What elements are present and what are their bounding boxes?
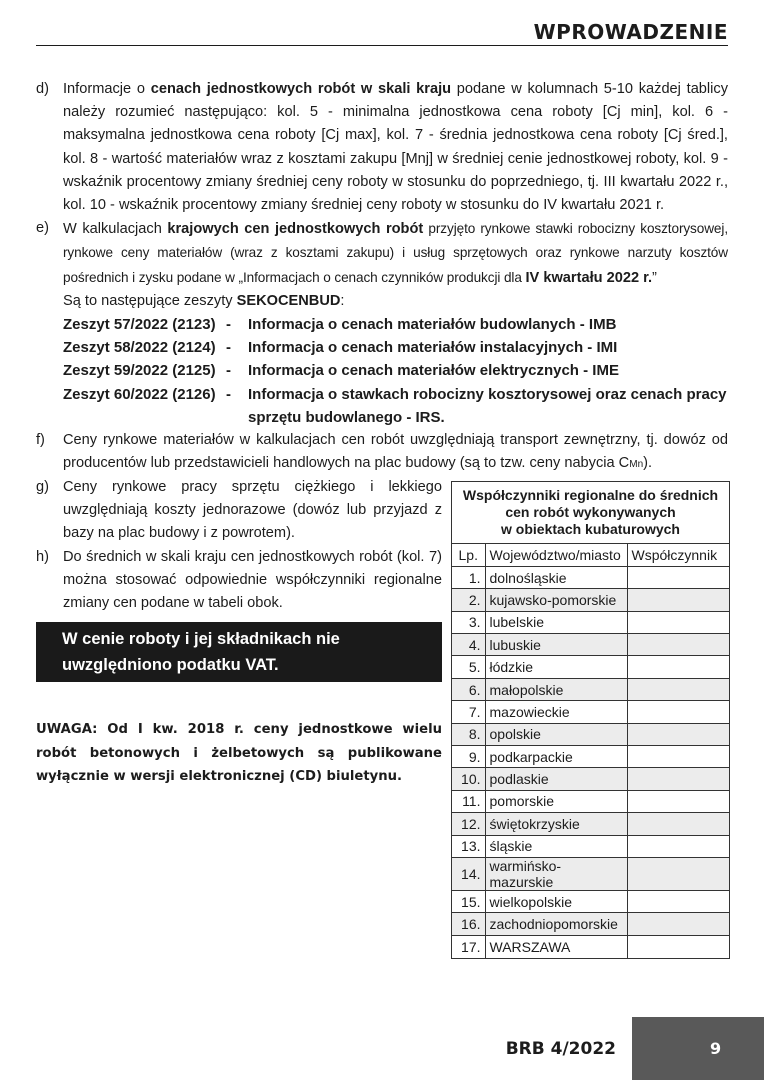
row-lp: 14.: [452, 857, 485, 890]
table-row: [452, 611, 729, 633]
row-coefficient: [627, 835, 729, 857]
row-coefficient: [627, 656, 729, 678]
table-row: [452, 746, 729, 768]
zeszyt-label: Zeszyt 57/2022 (2123): [63, 316, 216, 334]
row-region: zachodniopomorskie: [485, 913, 627, 935]
zeszyt-label: Zeszyt 58/2022 (2124): [63, 339, 216, 357]
row-lp: 6.: [452, 678, 485, 700]
row-region: warmińsko-mazurskie: [485, 857, 627, 890]
item-text: przyjęto rynkowe stawki robocizny kosztorysowej, rynkowe ceny materiałów (wraz z kosztami zakupu) i usług sprzętowych oraz rynkowe narzuty kosztów pośrednich i zysku podane w „Informacjach o cenach czynników produkcji dla: [63, 221, 728, 285]
row-lp: 10.: [452, 768, 485, 790]
row-lp: 2.: [452, 589, 485, 611]
table-row: [452, 935, 729, 957]
row-lp: 13.: [452, 835, 485, 857]
row-coefficient: [627, 611, 729, 633]
row-lp: 8.: [452, 723, 485, 745]
row-lp: 16.: [452, 913, 485, 935]
row-lp: 3.: [452, 611, 485, 633]
row-coefficient: [627, 634, 729, 656]
item-letter: d): [36, 81, 49, 97]
item-bold-text: krajowych cen jednostkowych robót: [167, 221, 424, 238]
item-letter: g): [36, 479, 49, 495]
row-region: pomorskie: [485, 790, 627, 812]
header-lp: Lp.: [452, 544, 485, 566]
item-letter: h): [36, 548, 49, 565]
zeszyt-dash: -: [226, 339, 231, 357]
vat-notice-box: [36, 622, 442, 682]
row-lp: 17.: [452, 935, 485, 957]
item-letter: e): [36, 220, 49, 237]
table-row: [452, 857, 729, 890]
item-subscript: Mn: [629, 459, 644, 471]
regional-coefficients-table: [451, 481, 730, 959]
header-divider: [36, 45, 728, 46]
item-bold-text: SEKOCENBUD: [236, 292, 341, 309]
table-title-line: cen robót wykonywanych: [505, 504, 676, 520]
row-region: opolskie: [485, 723, 627, 745]
row-region: wielkopolskie: [485, 890, 627, 912]
item-text: Ceny rynkowe pracy sprzętu ciężkiego i lekkiego uwzględniają koszty jednorazowe (dowóz lub przyjazd z bazy na plac budowy i z powrotem).: [63, 479, 442, 542]
row-lp: 15.: [452, 890, 485, 912]
row-coefficient: [627, 723, 729, 745]
table-title: [452, 482, 729, 544]
zeszyt-dash: -: [226, 385, 231, 403]
row-region: małopolskie: [485, 678, 627, 700]
item-text: Ceny rynkowe materiałów w kalkulacjach cen robót uwzględniają transport zewnętrzny, tj. dowóz od producentów lub przedstawicieli handlowych na plac budowy (są to tzw. ceny nabycia C: [63, 432, 728, 472]
row-region: kujawsko-pomorskie: [485, 589, 627, 611]
item-text: podane w kolumnach 5-10 każdej tablicy należy rozumieć następująco: kol. 5 - minimalna jednostkowa cena roboty [Cj min], kol. 6 - maksymalna jednostkowa cena roboty [Cj max], kol. 7 - średnia jednostkowa cena roboty [Cj śred.], kol. 8 - wartość materiałów wraz z kosztami zakupu [Mnj] w średniej cenie jednostkowej roboty, kol. 9 - wskaźnik procentowy zmiany średniej ceny roboty w stosunku do poprzedniego, tj. III kwartału 2022 r., kol. 10 - wskaźnik procentowy zmiany średniej ceny roboty w stosunku do IV kwartału 2021 r.: [63, 81, 729, 214]
row-coefficient: [627, 813, 729, 835]
row-lp: 1.: [452, 566, 485, 588]
item-text: Są to następujące zeszyty: [63, 292, 237, 309]
table-row: [452, 890, 729, 912]
header-coefficient: Współczynnik: [627, 544, 729, 566]
row-coefficient: [627, 913, 729, 935]
item-text-line: [63, 290, 728, 313]
row-lp: 12.: [452, 813, 485, 835]
row-region: WARSZAWA: [485, 935, 627, 957]
row-lp: 5.: [452, 656, 485, 678]
zeszyt-desc: Informacja o cenach materiałów elektrycznych - IME: [248, 362, 619, 380]
row-coefficient: [627, 701, 729, 723]
row-region: podkarpackie: [485, 746, 627, 768]
uwaga-note: UWAGA: Od I kw. 2018 r. ceny jednostkowe wielu robót betonowych i żelbetowych są publikowane wyłącznie w wersji elektronicznej (CD) biuletynu.: [36, 722, 442, 784]
row-lp: 7.: [452, 701, 485, 723]
item-letter: f): [36, 432, 45, 449]
zeszyt-row: [63, 383, 728, 429]
row-coefficient: [627, 589, 729, 611]
zeszyt-label: Zeszyt 59/2022 (2125): [63, 362, 216, 380]
row-coefficient: [627, 890, 729, 912]
item-text-block: [63, 217, 728, 290]
item-text: ).: [643, 455, 653, 472]
row-coefficient: [627, 935, 729, 957]
table-row: [452, 913, 729, 935]
item-g: [36, 476, 442, 546]
table-grid: [452, 544, 729, 958]
item-text: :: [340, 292, 345, 309]
item-e: [36, 217, 728, 313]
row-region: podlaskie: [485, 768, 627, 790]
row-coefficient: [627, 746, 729, 768]
zeszyt-label: Zeszyt 60/2022 (2126): [63, 385, 216, 403]
table-row: [452, 835, 729, 857]
row-region: dolnośląskie: [485, 566, 627, 588]
item-bold-text: cenach jednostkowych robót w skali kraju: [150, 81, 452, 97]
row-coefficient: [627, 678, 729, 700]
zeszyt-dash: -: [226, 362, 231, 380]
zeszyt-row: [63, 336, 728, 359]
item-text: W kalkulacjach: [63, 221, 168, 238]
row-region: lubuskie: [485, 634, 627, 656]
table-row: [452, 566, 729, 588]
table-row: [452, 589, 729, 611]
zeszyt-desc: Informacja o stawkach robocizny kosztorysowej oraz cenach pracy sprzętu budowlanego - IRS.: [248, 385, 727, 426]
item-bold-text: IV kwartału 2022 r.: [525, 269, 653, 286]
table-row: [452, 634, 729, 656]
page-section-title: WPROWADZENIE: [533, 20, 728, 44]
row-region: śląskie: [485, 835, 627, 857]
page-number: 9: [710, 1039, 722, 1058]
table-header-row: [452, 544, 729, 566]
row-coefficient: [627, 857, 729, 890]
issue-label: BRB 4/2022: [505, 1039, 616, 1059]
item-text: ”: [652, 269, 657, 286]
zeszyt-row: [63, 313, 728, 336]
zeszyt-desc: Informacja o cenach materiałów instalacyjnych - IMI: [248, 339, 618, 357]
item-d: [36, 78, 728, 217]
row-region: łódzkie: [485, 656, 627, 678]
item-text: Do średnich w skali kraju cen jednostkowych robót (kol. 7) można stosować odpowiednie współczynniki regionalne zmiany cen podane w tabeli obok.: [63, 548, 442, 612]
row-coefficient: [627, 790, 729, 812]
table-row: [452, 813, 729, 835]
item-h: [36, 546, 442, 616]
left-column: [36, 476, 442, 615]
row-lp: 11.: [452, 790, 485, 812]
row-lp: 4.: [452, 634, 485, 656]
table-row: [452, 723, 729, 745]
table-row: [452, 701, 729, 723]
row-coefficient: [627, 566, 729, 588]
row-coefficient: [627, 768, 729, 790]
table-title-line: w obiektach kubaturowych: [501, 521, 680, 537]
page-number-box: [632, 1017, 764, 1080]
row-region: lubelskie: [485, 611, 627, 633]
vat-notice-text: W cenie roboty i jej składnikach nie uwzględniono podatku VAT.: [62, 630, 340, 674]
zeszyt-row: [63, 359, 728, 382]
zeszyt-desc: Informacja o cenach materiałów budowlanych - IMB: [248, 316, 617, 334]
row-lp: 9.: [452, 746, 485, 768]
table-row: [452, 768, 729, 790]
row-region: świętokrzyskie: [485, 813, 627, 835]
item-f: [36, 429, 728, 476]
item-text: Informacje o: [63, 81, 151, 97]
main-content: [36, 78, 728, 476]
table-row: [452, 678, 729, 700]
table-row: [452, 656, 729, 678]
header-region: Województwo/miasto: [485, 544, 627, 566]
table-row: [452, 790, 729, 812]
zeszyty-list: [36, 313, 728, 429]
table-title-line: Współczynniki regionalne do średnich: [462, 487, 719, 503]
zeszyt-dash: -: [226, 316, 231, 334]
row-region: mazowieckie: [485, 701, 627, 723]
